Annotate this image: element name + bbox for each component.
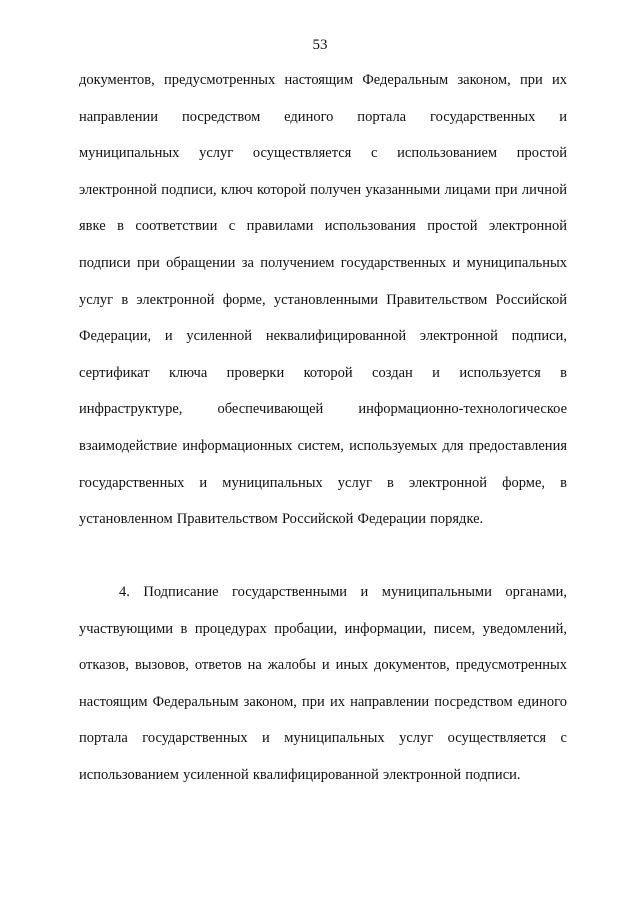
paragraph-item-4 [79,574,567,794]
paragraph-text: 4. Подписание государственными и муниципальными органами, участвующими в процедурах пробации, информации, писем, уведомлений, отказов, вызовов, ответов на жалобы и иных документов, предусмотренных настоящим Федеральным законом, при их направлении посредством единого портала государственных и муниципальных услуг осуществляется с использованием усиленной квалифицированной электронной подписи. [79,584,567,783]
paragraph-continuation [79,62,567,538]
paragraph-text: документов, предусмотренных настоящим Федеральным законом, при их направлении посредством единого портала государственных и муниципальных услуг осуществляется с использованием простой электронной подписи, ключ которой получен указанными лицами при личной явке в соответствии с правилами использования простой электронной подписи при обращении за получением государственных и муниципальных услуг в электронной форме, установленными Правительством Российской Федерации, и усиленной неквалифицированной электронной подписи, сертификат ключа проверки которой создан и используется в инфраструктуре, обеспечивающей информационно-технологическое взаимодействие информационных систем, используемых для предоставления государственных и муниципальных услуг в электронной форме, в установленном Правительством Российской Федерации порядке. [79,72,567,528]
page-number: 53 [312,37,328,53]
